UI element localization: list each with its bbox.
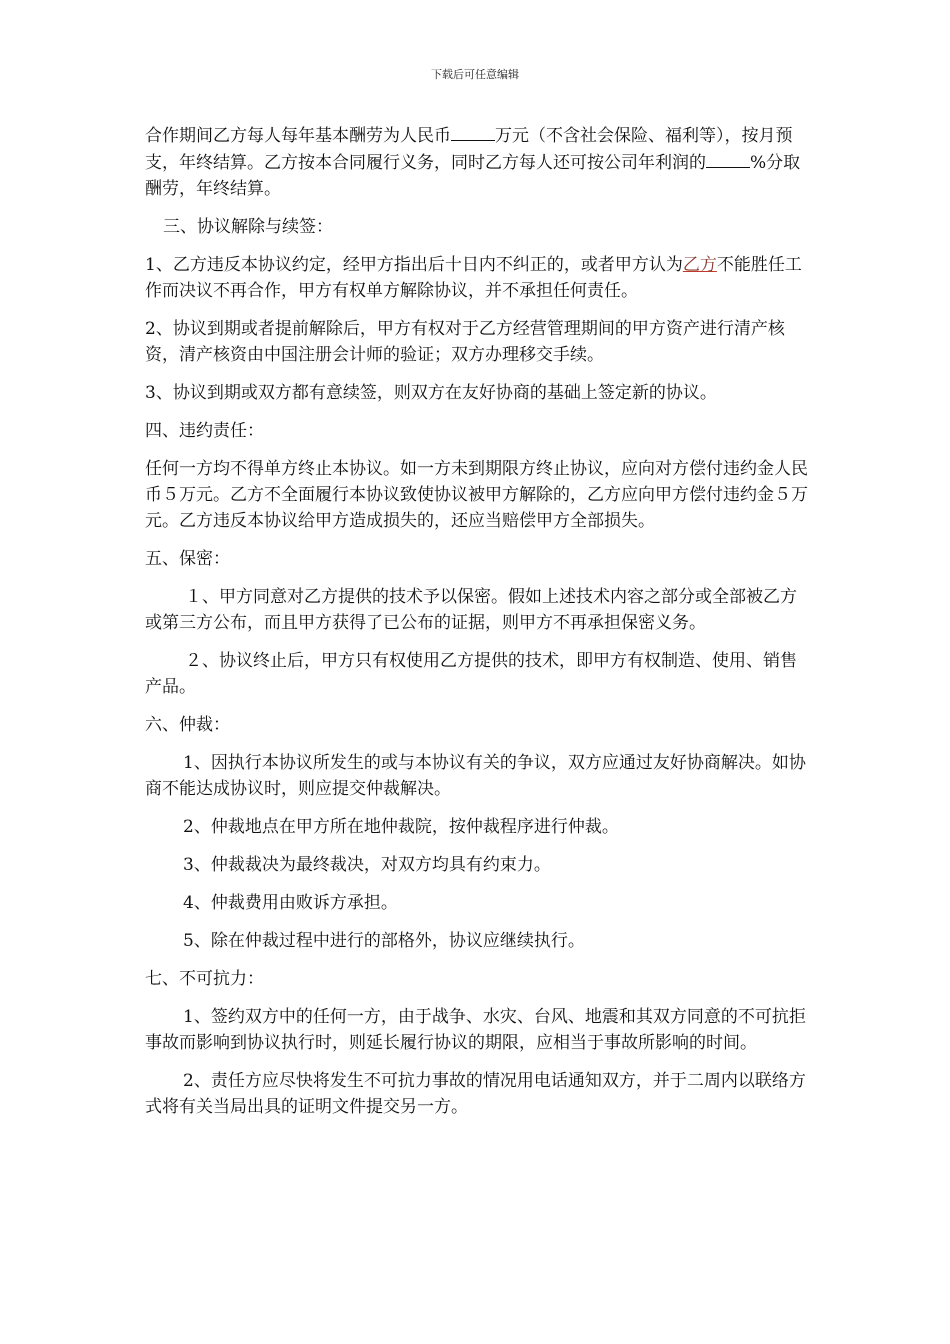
section-6-item-4: 4、仲裁费用由败诉方承担。 — [183, 893, 398, 913]
section-3-item-1-text-a: 1、乙方违反本协议约定，经甲方指出后十日内不纠正的，或者甲方认为 — [145, 255, 683, 275]
section-6-item-3: 3、仲裁裁决为最终裁决，对双方均具有约束力。 — [183, 855, 551, 875]
section-3-item-1-text-b: 不能胜任工作而决议不再合作，甲方有权单方解除协议，并不承担任何责任。 — [145, 255, 802, 301]
compensation-paragraph — [145, 122, 810, 202]
section-7-item-1: 1、签约双方中的任何一方，由于战争、水灾、台风、地震和其双方同意的不可抗拒事故而影响到协议执行时，则延长履行协议的期限，应相当于事故所影响的时间。 — [145, 1007, 806, 1053]
section-5-heading: 五、保密： — [145, 549, 230, 569]
section-6-item-1: 1、因执行本协议所发生的或与本协议有关的争议，双方应通过友好协商解决。如协商不能达成协议时，则应提交仲裁解决。 — [145, 753, 806, 799]
section-3-item-3: 3、协议到期或双方都有意续签，则双方在友好协商的基础上签定新的协议。 — [145, 383, 717, 403]
tracked-change-mark: 乙方 — [682, 255, 717, 275]
section-5-item-1: １、甲方同意对乙方提供的技术予以保密。假如上述技术内容之部分或全部被乙方或第三方公布，而且甲方获得了已公布的证据，则甲方不再承担保密义务。 — [145, 587, 797, 633]
section-5-item-2: ２、协议终止后，甲方只有权使用乙方提供的技术，即甲方有权制造、使用、销售产品。 — [145, 651, 797, 697]
section-6-item-2: 2、仲裁地点在甲方所在地仲裁院，按仲裁程序进行仲裁。 — [183, 817, 619, 837]
section-6-item-5: 5、除在仲裁过程中进行的部格外，协议应继续执行。 — [183, 931, 585, 951]
percent-blank — [706, 149, 750, 168]
compensation-text-1: 合作期间乙方每人每年基本酬劳为人民币 — [145, 126, 451, 146]
section-3-heading: 三、协议解除与续签： — [163, 217, 333, 237]
section-7-heading: 七、不可抗力： — [145, 969, 264, 989]
page-header: 下载后可任意编辑 — [431, 68, 519, 81]
section-3-item-2: 2、协议到期或者提前解除后，甲方有权对于乙方经营管理期间的甲方资产进行清产核资，清产核资由中国注册会计师的验证；双方办理移交手续。 — [145, 319, 785, 365]
compensation-text-2: 万元（不含社会保险、福利等），按月预支，年终结算。乙方按本合同履行义务，同时乙方每人还可按公司年利润的 — [145, 126, 793, 173]
section-7-item-2: 2、责任方应尽快将发生不可抗力事故的情况用电话通知双方，并于二周内以联络方式将有关当局出具的证明文件提交另一方。 — [145, 1071, 806, 1117]
section-4-heading: 四、违约责任： — [145, 421, 264, 441]
section-6-heading: 六、仲裁： — [145, 715, 230, 735]
document-body — [145, 122, 810, 1132]
amount-blank — [451, 122, 495, 141]
compensation-text-3: %分取酬劳，年终结算。 — [145, 153, 801, 199]
section-3-item-1 — [145, 252, 810, 304]
section-4-body: 任何一方均不得单方终止本协议。如一方未到期限方终止协议，应向对方偿付违约金人民币５万元。乙方不全面履行本协议致使协议被甲方解除的，乙方应向甲方偿付违约金５万元。乙方违反本协议给甲方造成损失的，还应当赔偿甲方全部损失。 — [145, 459, 808, 531]
